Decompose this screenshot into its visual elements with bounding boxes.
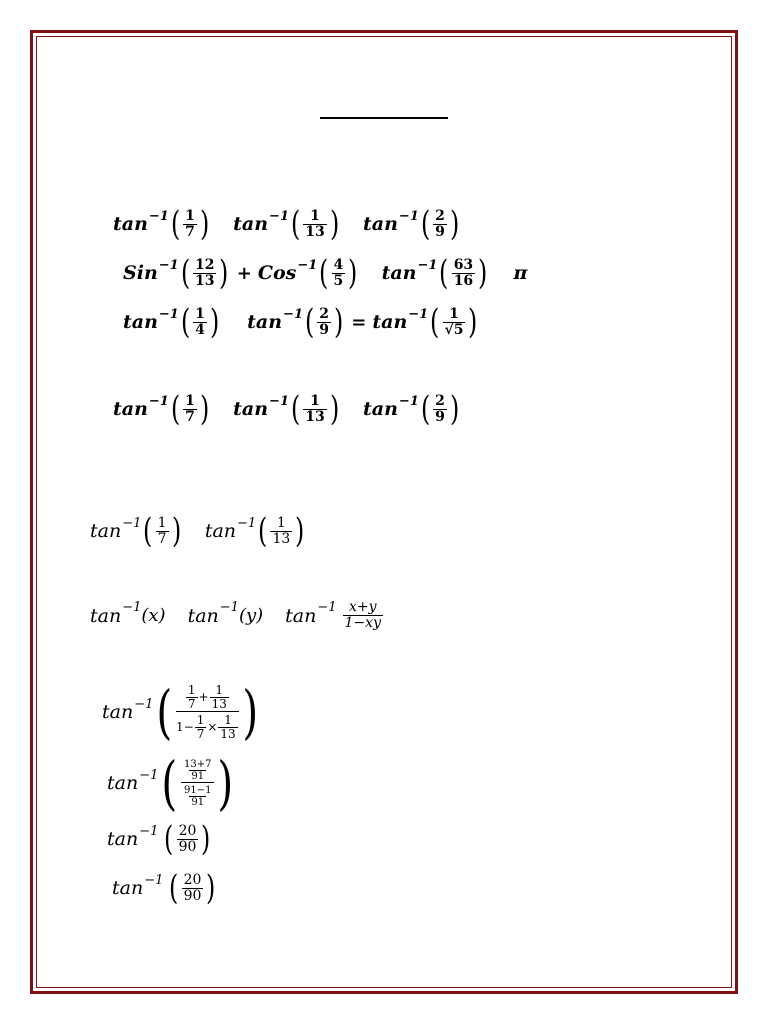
fraction: $\frac{1}{7}$ bbox=[185, 207, 195, 240]
function-name: tan bbox=[90, 520, 122, 542]
function-name: tan bbox=[233, 398, 269, 420]
equals-sign: = bbox=[351, 311, 367, 333]
function-name: tan bbox=[363, 213, 398, 235]
function-name: tan bbox=[204, 520, 237, 542]
term: tan −1 ( $\frac{1}{7}$ + $\frac{1}{13}$ 1− $\frac{1}{7}$ × $\frac{1}{13}$ ) bbox=[102, 678, 258, 746]
exponent: −1 bbox=[408, 306, 429, 322]
function-name: tan bbox=[187, 604, 219, 627]
term bbox=[187, 600, 264, 627]
nested-fraction: $\frac{13+7}{91}$ $\frac{91-1}{91}$ bbox=[181, 759, 214, 808]
pi-symbol: π bbox=[513, 262, 528, 284]
term: tan −1 ( $\frac{1}{13}$ ) bbox=[233, 204, 340, 244]
fraction: $\frac{20}{90}$ bbox=[178, 822, 197, 855]
exponent: −1 bbox=[122, 515, 142, 531]
exponent: −1 bbox=[158, 257, 179, 273]
fraction: $\frac{2}{9}$ bbox=[435, 392, 445, 425]
fraction: $\frac{63}{16}$ bbox=[453, 256, 474, 289]
term bbox=[90, 600, 166, 627]
term: tan −1 ( $\frac{2}{9}$ ) bbox=[363, 204, 460, 244]
function-name: tan bbox=[107, 772, 139, 794]
fraction: $\frac{1}{13}$ bbox=[272, 514, 291, 547]
exponent: −1 bbox=[283, 306, 303, 322]
term: tan −1 ( $\frac{1}{13}$ ) bbox=[233, 389, 340, 429]
fraction: $\frac{1}{√5}$ bbox=[444, 305, 464, 338]
term: tan −1 ( $\frac{2}{9}$ ) bbox=[247, 302, 344, 342]
function-name: Sin bbox=[123, 262, 158, 284]
equation-row-4 bbox=[113, 389, 461, 429]
title-underline bbox=[320, 117, 448, 119]
fraction: $\frac{1}{7}$ bbox=[185, 392, 195, 425]
exponent: −1 bbox=[398, 208, 419, 224]
equation-row-8 bbox=[107, 749, 237, 817]
exponent: −1 bbox=[398, 393, 419, 409]
left-paren: ( bbox=[170, 204, 181, 244]
function-name: tan bbox=[363, 398, 398, 420]
fraction: $\frac{x+y}{1-xy}$ bbox=[344, 599, 381, 631]
term: tan −1 ( $\frac{1}{7}$ ) bbox=[113, 389, 210, 429]
exponent: −1 bbox=[219, 600, 239, 615]
function-name: tan bbox=[233, 213, 269, 235]
term bbox=[113, 204, 211, 244]
equation-row-3 bbox=[123, 302, 480, 342]
equation-row-5 bbox=[90, 511, 307, 551]
fraction: $\frac{12}{13}$ bbox=[194, 256, 215, 289]
term bbox=[285, 600, 384, 631]
function-name: tan bbox=[285, 604, 317, 627]
argument-x: (x) bbox=[141, 605, 166, 626]
exponent: −1 bbox=[269, 208, 289, 224]
exponent: −1 bbox=[417, 257, 438, 273]
exponent: −1 bbox=[269, 393, 289, 409]
function-name: tan bbox=[372, 311, 408, 333]
fraction: $\frac{20}{90}$ bbox=[183, 871, 202, 904]
function-name: tan bbox=[381, 262, 417, 284]
fraction: $\frac{1}{7}$ bbox=[157, 514, 167, 547]
function-name: tan bbox=[102, 701, 134, 723]
function-name: tan bbox=[247, 311, 283, 333]
fraction: $\frac{1}{13}$ bbox=[305, 207, 325, 240]
term: tan −1 ( $\frac{1}{√5}$ ) bbox=[372, 302, 478, 342]
equation-row-10 bbox=[112, 868, 218, 908]
fraction: $\frac{1}{13}$ bbox=[305, 392, 325, 425]
function-name: tan bbox=[107, 828, 139, 850]
equation-row-7 bbox=[102, 678, 261, 746]
exponent: −1 bbox=[297, 257, 318, 273]
fraction: $\frac{1}{4}$ bbox=[195, 305, 205, 338]
exponent: −1 bbox=[144, 872, 164, 888]
exponent: −1 bbox=[139, 823, 159, 839]
term: tan −1 ( $\frac{1}{7}$ ) bbox=[90, 511, 181, 551]
fraction: $\frac{2}{9}$ bbox=[435, 207, 445, 240]
function-name: Cos bbox=[257, 262, 297, 284]
function-name: tan bbox=[113, 213, 148, 235]
exponent: −1 bbox=[139, 767, 159, 783]
right-paren: ) bbox=[199, 204, 210, 244]
term: tan −1 ( $\frac{2}{9}$ ) bbox=[363, 389, 460, 429]
fraction: $\frac{2}{9}$ bbox=[319, 305, 330, 338]
exponent: −1 bbox=[158, 306, 179, 322]
term: tan −1 ( $\frac{13+7}{91}$ $\frac{91-1}{91}$ ) bbox=[107, 749, 234, 817]
exponent: −1 bbox=[148, 393, 169, 409]
exponent: −1 bbox=[122, 600, 142, 615]
equation-row-2 bbox=[123, 253, 528, 293]
function-name: tan bbox=[123, 311, 158, 333]
term: Cos −1 ( $\frac{4}{5}$ ) bbox=[257, 253, 358, 293]
function-name: tan bbox=[113, 398, 148, 420]
fraction: $\frac{4}{5}$ bbox=[333, 256, 344, 289]
equation-row-9 bbox=[107, 819, 213, 859]
argument-y: (y) bbox=[238, 605, 264, 626]
term: tan −1 ( $\frac{1}{13}$ ) bbox=[204, 511, 305, 551]
equation-row-6 bbox=[90, 600, 384, 631]
plus-sign: + bbox=[236, 262, 252, 284]
exponent: −1 bbox=[317, 600, 337, 615]
nested-fraction: $\frac{1}{7}$ + $\frac{1}{13}$ 1− $\frac{1}{7}$ × $\frac{1}{13}$ bbox=[176, 684, 239, 741]
exponent: −1 bbox=[134, 696, 154, 712]
term: tan −1 ( $\frac{20}{90}$ ) bbox=[112, 868, 216, 908]
function-name: tan bbox=[112, 877, 144, 899]
term: tan −1 ( $\frac{63}{16}$ ) bbox=[381, 253, 488, 293]
function-name: tan bbox=[90, 604, 122, 627]
term: Sin −1 ( $\frac{12}{13}$ ) bbox=[123, 253, 229, 293]
term: tan −1 ( $\frac{1}{4}$ ) bbox=[123, 302, 220, 342]
equation-row-1 bbox=[113, 204, 461, 244]
exponent: −1 bbox=[148, 208, 169, 224]
term: tan −1 ( $\frac{20}{90}$ ) bbox=[107, 819, 211, 859]
exponent: −1 bbox=[237, 515, 257, 531]
